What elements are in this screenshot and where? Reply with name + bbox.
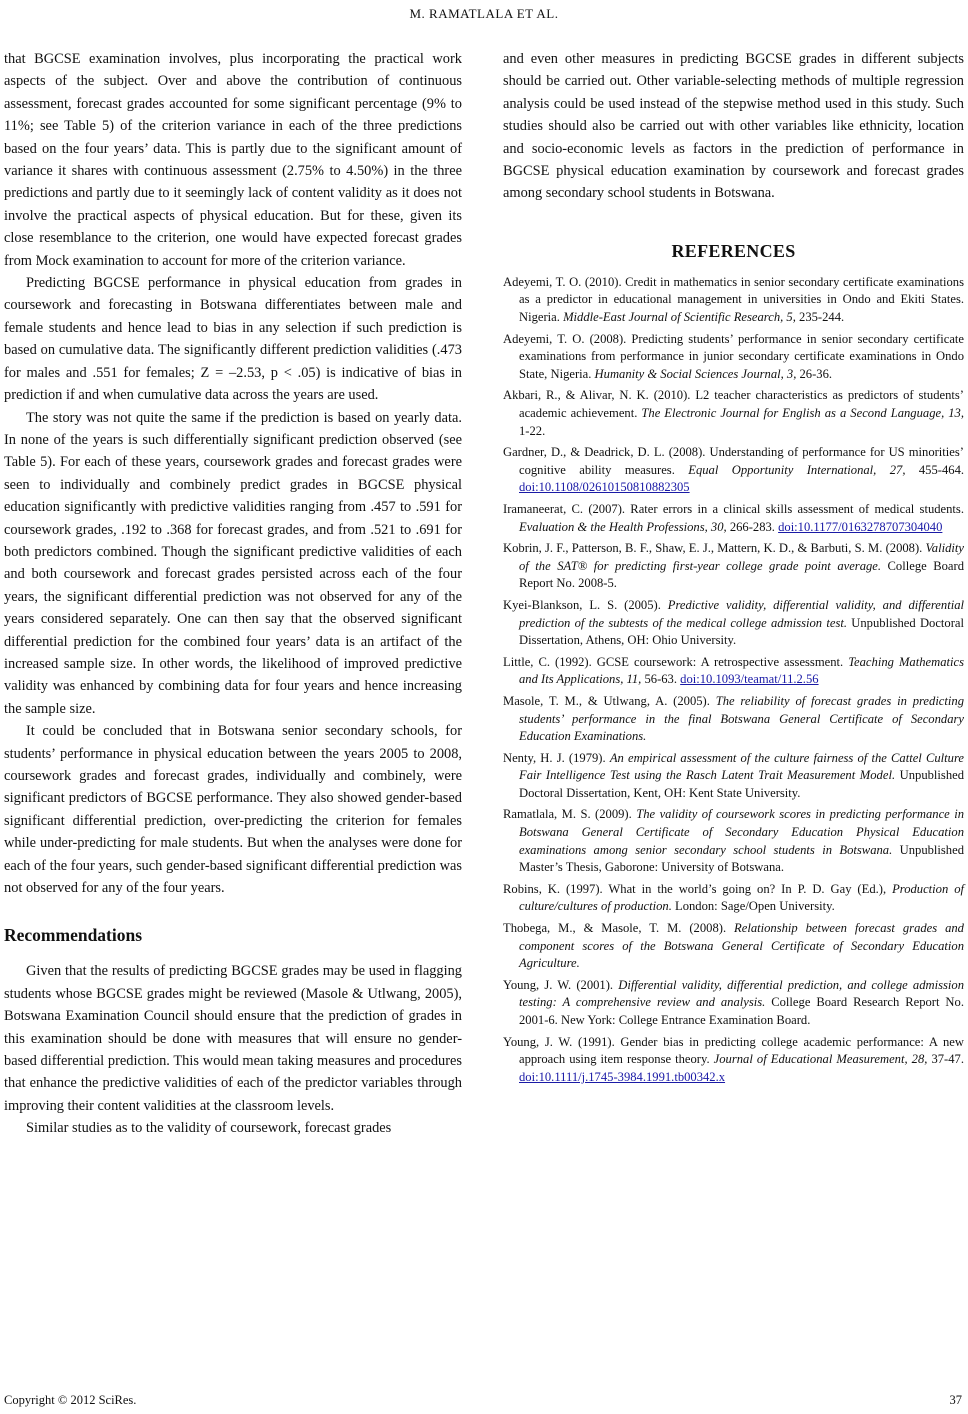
reference-entry (503, 274, 964, 327)
reference-text: Ramatlala, M. S. (2009). (503, 807, 637, 822)
reference-entry (503, 1034, 964, 1087)
page-number: 37 (949, 1393, 962, 1407)
reference-pages: 26-36. (796, 366, 833, 381)
reference-source: Humanity & Social Sciences Journal, 3, (594, 366, 797, 381)
reference-pages: 266-283. (726, 519, 779, 534)
reference-source: Equal Opportunity International, 27, (688, 462, 906, 477)
reference-entry (503, 920, 964, 973)
reference-entry (503, 331, 964, 384)
reference-text: Kobrin, J. F., Patterson, B. F., Shaw, E. J., Mattern, K. D., & Barbuti, S. M. (2008). (503, 541, 926, 556)
reference-source: The reliability of forecast grades in predicting students’ performance in the final Botswana General Certificate of Secondary Education Examinations. (519, 693, 964, 744)
running-head: M. RAMATLALA ET AL. (409, 6, 559, 21)
reference-pages: College Board Report No. 2008-5. (519, 558, 964, 591)
reference-entry (503, 806, 964, 876)
reference-pages: Unpublished Doctoral Dissertation, Athens, OH: Ohio University. (519, 615, 964, 648)
reference-pages: Unpublished Master’s Thesis, Gaborone: University of Botswana. (519, 842, 964, 875)
reference-source: An empirical assessment of the culture fairness of the Cattel Culture Fair Intelligence Test using the Rasch Latent Trait Measurement Model. (519, 750, 964, 783)
paragraph: and even other measures in predicting BGCSE grades in different subjects should be carried out. Other variable-selecting methods of multiple regression analysis could be used instead of the stepwise method used in this study. Such studies should also be carried out with other variables like ethnicity, location and socio-economic levels as factors in the prediction of performance in BGCSE physical education examination by coursework and forecast grades among secondary school students in Botswana. (503, 51, 964, 202)
reference-text: Kyei-Blankson, L. S. (2005). (503, 597, 668, 612)
reference-source: Middle-East Journal of Scientific Research, 5, (563, 310, 796, 325)
copyright: Copyright © 2012 SciRes. (4, 1393, 137, 1407)
reference-source: The validity of coursework scores in predicting performance in Botswana General Certificate of Secondary Education Physical Education examinations among senior secondary school students in Botswana. (519, 807, 964, 857)
reference-text: Akbari, R., & Alivar, N. K. (2010). L2 teacher characteristics as predictors of students’ academic achievement. (503, 388, 964, 420)
paragraph: It could be concluded that in Botswana senior secondary schools, for students’ performance in physical education between the years 2005 to 2008, coursework grades and forecast grades, individually and combinely, were significant predictors of BGCSE performance. They also showed gender-based significant differential prediction, over-predicting the criterion for females while under-predicting for male students. But when the analyses were done for each of the four years, such gender-based significant differential prediction was not observed for any of the four years. (4, 723, 462, 897)
reference-text: Young, J. W. (1991). Gender bias in predicting college academic performance: A new approach using item response theory. (503, 1034, 964, 1067)
reference-pages: Unpublished Doctoral Dissertation, Kent, OH: Kent State University. (519, 768, 965, 800)
reference-pages: 1-22. (519, 423, 546, 438)
reference-entry (503, 750, 964, 803)
reference-source: Evaluation & the Health Professions, 30, (519, 519, 727, 534)
reference-entry (503, 654, 964, 689)
reference-entry (503, 501, 964, 536)
paragraph: Given that the results of predicting BGCSE grades may be used in flagging students whose BGCSE grades might be reviewed (Masole & Utlwang, 2005), Botswana Examination Council should ensure that the prediction of grades in this examination should be done with measures that will ensure no gender-based differential prediction. This would mean taking measures and procedures that enhance the predictive validities of each of the predictor variables through improving their content validities at the classroom levels. (4, 963, 462, 1114)
reference-text: Iramaneerat, C. (2007). Rater errors in a clinical skills assessment of medical students. (503, 501, 964, 516)
reference-source: The Electronic Journal for English as a Second Language, 13, (641, 406, 964, 420)
reference-source: Validity of the SAT® for predicting first-year college grade point average. (519, 541, 964, 573)
reference-pages: 56-63. (641, 672, 681, 687)
doi-link[interactable]: doi:10.1108/02610150810882305 (519, 480, 690, 495)
reference-source: Journal of Educational Measurement, 28, (713, 1052, 928, 1067)
reference-entry (503, 693, 964, 746)
reference-text: Masole, T. M., & Utlwang, A. (2005). (503, 693, 716, 708)
reference-source: Relationship between forecast grades and component scores of the Botswana General Certificate of Secondary Education Agriculture. (519, 921, 964, 971)
reference-text: Nenty, H. J. (1979). (503, 750, 610, 765)
paragraph: Similar studies as to the validity of coursework, forecast grades (26, 1120, 392, 1137)
reference-text: Gardner, D., & Deadrick, D. L. (2008). Understanding of performance for US minorities’ cognitive ability measures. (503, 445, 964, 477)
reference-list (503, 274, 964, 1087)
reference-entry (503, 597, 964, 650)
reference-text: Little, C. (1992). GCSE coursework: A retrospective assessment. (503, 654, 849, 669)
paragraph: that BGCSE examination involves, plus incorporating the practical work aspects of the subject. Over and above the contribution of continuous assessment, forecast grades accounted for some significant percentage (9% to 11%; see Table 5) of the criterion variance in each of the three predictions based on the four years’ data. This is partly due to the significant amount of variance it shares with continuous assessment (2.75% to 4.50%) in the three predictions and partly due to it seemingly lack of content validity as it does not involve the practical aspects of physical education. But for these, given its close resemblance to the criterion, one would have expected forecast grades from Mock examination to account for more of the criterion variance. (4, 51, 462, 269)
doi-link[interactable]: doi:10.1111/j.1745-3984.1991.tb00342.x (519, 1069, 726, 1084)
reference-pages: London: Sage/Open University. (671, 899, 835, 914)
left-column (4, 48, 462, 1140)
reference-text: Robins, K. (1997). What in the world’s going on? In P. D. Gay (Ed.), (503, 881, 893, 896)
reference-pages: 37-47. (927, 1052, 964, 1067)
reference-source: Predictive validity, differential validity, and differential prediction of the subtests of the medical college admission test. (519, 597, 964, 630)
reference-entry (503, 881, 964, 916)
reference-entry (503, 387, 964, 440)
reference-entry (503, 444, 964, 497)
reference-entry (503, 977, 964, 1030)
paragraph: Predicting BGCSE performance in physical education from grades in coursework and forecasting in Botswana differentiates between male and female students and hence lead to bias in any selection if such prediction is based on cumulative data. The significantly different prediction validities (.473 for males and .551 for females; Z = –2.53, p < .05) is indicative of bias in prediction if and when cumulative data across the years are used. (4, 275, 462, 404)
reference-pages: College Board Research Report No. 2001-6. New York: College Entrance Examination Board. (519, 995, 964, 1027)
reference-text: Thobega, M., & Masole, T. M. (2008). (503, 921, 735, 936)
reference-source: Production of culture/cultures of production. (519, 881, 965, 914)
doi-link[interactable]: doi:10.1093/teamat/11.2.56 (680, 672, 819, 687)
reference-source: Teaching Mathematics and Its Applications, 11, (519, 654, 964, 687)
reference-pages: 235-244. (795, 310, 845, 325)
reference-entry (503, 540, 964, 593)
reference-text: Young, J. W. (2001). (503, 977, 619, 992)
section-heading-recommendations: Recommendations (4, 925, 143, 946)
doi-link[interactable]: doi:10.1177/0163278707304040 (778, 519, 943, 534)
reference-source: Differential validity, differential prediction, and college admission testing: A comprehensive review and analysis. (519, 977, 965, 1010)
paragraph: The story was not quite the same if the prediction is based on yearly data. In none of the years is such differentially significant prediction observed (see Table 5). For each of these years, coursework grades and forecast grades were seen to individually and combinely predict grades in BGCSE physical education significantly with predictive validities ranging from .457 to .591 for coursework grades, .192 to .368 for forecast grades, and from .521 to .691 for both predictors combined. Though the significant predictive validities of each and both coursework and forecast grades persisted across each of the four years, the significant differential prediction was not observed for any of the years considered separately. One can then say that the observed significant differential prediction for the combined four years’ data is an artifact of the increased sample size. In other words, the likelihood of improved predictive validity was enhanced by combining data for four years and hence increasing the sample size. (4, 409, 462, 717)
right-column (503, 48, 964, 1090)
references-heading: REFERENCES (671, 240, 796, 261)
reference-text: Adeyemi, T. O. (2010). Credit in mathematics in senior secondary certificate examinations as a predictor in educational management in universities in Ondo and Ekiti States. Nigeria. (503, 274, 964, 325)
reference-text: Adeyemi, T. O. (2008). Predicting students’ performance in senior secondary certificate examinations from performance in junior secondary certificate examinations in Ondo State, Nigeria. (503, 331, 964, 381)
reference-pages: 455-464. (905, 462, 965, 477)
